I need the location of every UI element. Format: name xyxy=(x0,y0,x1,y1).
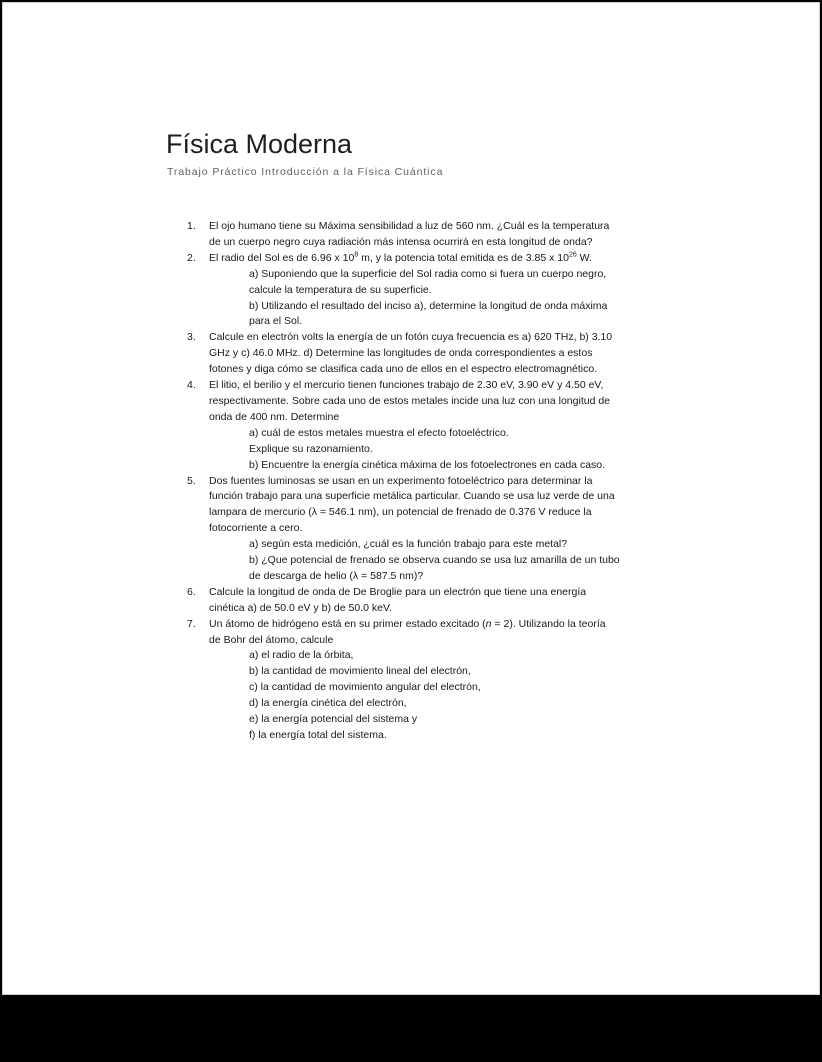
question-line: respectivamente. Sobre cada uno de estos metales incide una luz con una longitud de xyxy=(209,394,611,407)
subquestion-line: d) la energía cinética del electrón, xyxy=(249,697,407,710)
question-line: lampara de mercurio (λ = 546.1 nm), un potencial de frenado de 0.376 V reduce la xyxy=(209,506,592,519)
subquestion-line: de descarga de helio (λ = 587.5 nm)? xyxy=(249,569,424,582)
question-line: GHz y c) 46.0 MHz. d) Determine las longitudes de onda correspondientes a estos xyxy=(209,347,593,360)
question-line: El ojo humano tiene su Máxima sensibilidad a luz de 560 nm. ¿Cuál es la temperatura xyxy=(209,220,610,232)
question-4 xyxy=(183,378,683,473)
exponent: 8 xyxy=(354,251,359,259)
question-number: 6. xyxy=(187,585,196,598)
question-number: 1. xyxy=(187,220,196,232)
question-2 xyxy=(183,251,683,331)
question-line: de Bohr del átomo, calcule xyxy=(209,633,334,646)
question-number: 7. xyxy=(187,617,196,630)
question-3 xyxy=(183,330,683,378)
exponent: 26 xyxy=(568,251,577,259)
subquestion-line: a) Suponiendo que la superficie del Sol radia como si fuera un cuerpo negro, xyxy=(249,267,607,280)
question-1 xyxy=(183,219,683,251)
question-number: 2. xyxy=(187,251,196,264)
question-number: 5. xyxy=(187,474,196,487)
question-line: fotocorriente a cero. xyxy=(209,522,303,535)
question-line: función trabajo para una superficie metálica particular. Cuando se usa luz verde de una xyxy=(209,490,615,503)
subquestion-line: para el Sol. xyxy=(249,315,303,328)
subquestion-line: f) la energía total del sistema. xyxy=(249,729,387,741)
subquestion-line: calcule la temperatura de su superficie. xyxy=(249,283,432,296)
subquestion-line: a) cuál de estos metales muestra el efecto fotoeléctrico. xyxy=(249,426,509,439)
question-5 xyxy=(183,474,683,585)
question-6 xyxy=(183,585,683,617)
document-title: Física Moderna xyxy=(166,129,353,159)
question-number: 3. xyxy=(187,331,196,344)
subquestion-line: Explique su razonamiento. xyxy=(249,442,373,455)
subquestion-line: c) la cantidad de movimiento angular del electrón, xyxy=(249,681,481,694)
subquestion-line: b) Encuentre la energía cinética máxima de los fotoelectrones en cada caso. xyxy=(249,458,606,471)
question-line: fotones y diga cómo se clasifica cada uno de ellos en el espectro electromagnético. xyxy=(209,363,598,376)
question-line: cinética a) de 50.0 eV y b) de 50.0 keV. xyxy=(209,601,392,614)
subquestion-line: b) ¿Que potencial de frenado se observa cuando se usa luz amarilla de un tubo xyxy=(249,554,620,567)
question-line: onda de 400 nm. Determine xyxy=(209,410,340,423)
subquestion-line: a) el radio de la órbita, xyxy=(249,649,354,662)
question-line: El radio del Sol es de 6.96 x $10^8$ m, y la potencia total emitida es de 3.85 x $10^{26}$ W. xyxy=(209,251,592,264)
question-list xyxy=(183,219,683,744)
subquestion-line: b) la cantidad de movimiento lineal del electrón, xyxy=(249,665,471,678)
question-line: Un átomo de hidrógeno está en su primer estado excitado (n = 2). Utilizando la teoría xyxy=(209,617,606,630)
document-subtitle: Trabajo Práctico Introducción a la Física Cuántica xyxy=(167,166,444,178)
question-line: Calcule la longitud de onda de De Broglie para un electrón que tiene una energía xyxy=(209,585,587,598)
question-number: 4. xyxy=(187,379,196,392)
question-7 xyxy=(183,617,683,744)
question-line: Calcule en electrón volts la energía de un fotón cuya frecuencia es a) 620 THz, b) 3.10 xyxy=(209,331,613,344)
italic-variable: n xyxy=(485,617,492,630)
document-page xyxy=(2,2,820,995)
question-line: Dos fuentes luminosas se usan en un experimento fotoeléctrico para determinar la xyxy=(209,474,593,487)
subquestion-line: a) según esta medición, ¿cuál es la función trabajo para este metal? xyxy=(249,538,568,551)
bottom-black-bar xyxy=(0,996,822,1062)
question-line: El litio, el berilio y el mercurio tienen funciones trabajo de 2.30 eV, 3.90 eV y 4.50 eV, xyxy=(209,379,604,392)
subquestion-line: b) Utilizando el resultado del inciso a), determine la longitud de onda máxima xyxy=(249,299,608,312)
subquestion-line: e) la energía potencial del sistema y xyxy=(249,713,418,726)
question-line: de un cuerpo negro cuya radiación más intensa ocurrirá en esta longitud de onda? xyxy=(209,235,593,248)
